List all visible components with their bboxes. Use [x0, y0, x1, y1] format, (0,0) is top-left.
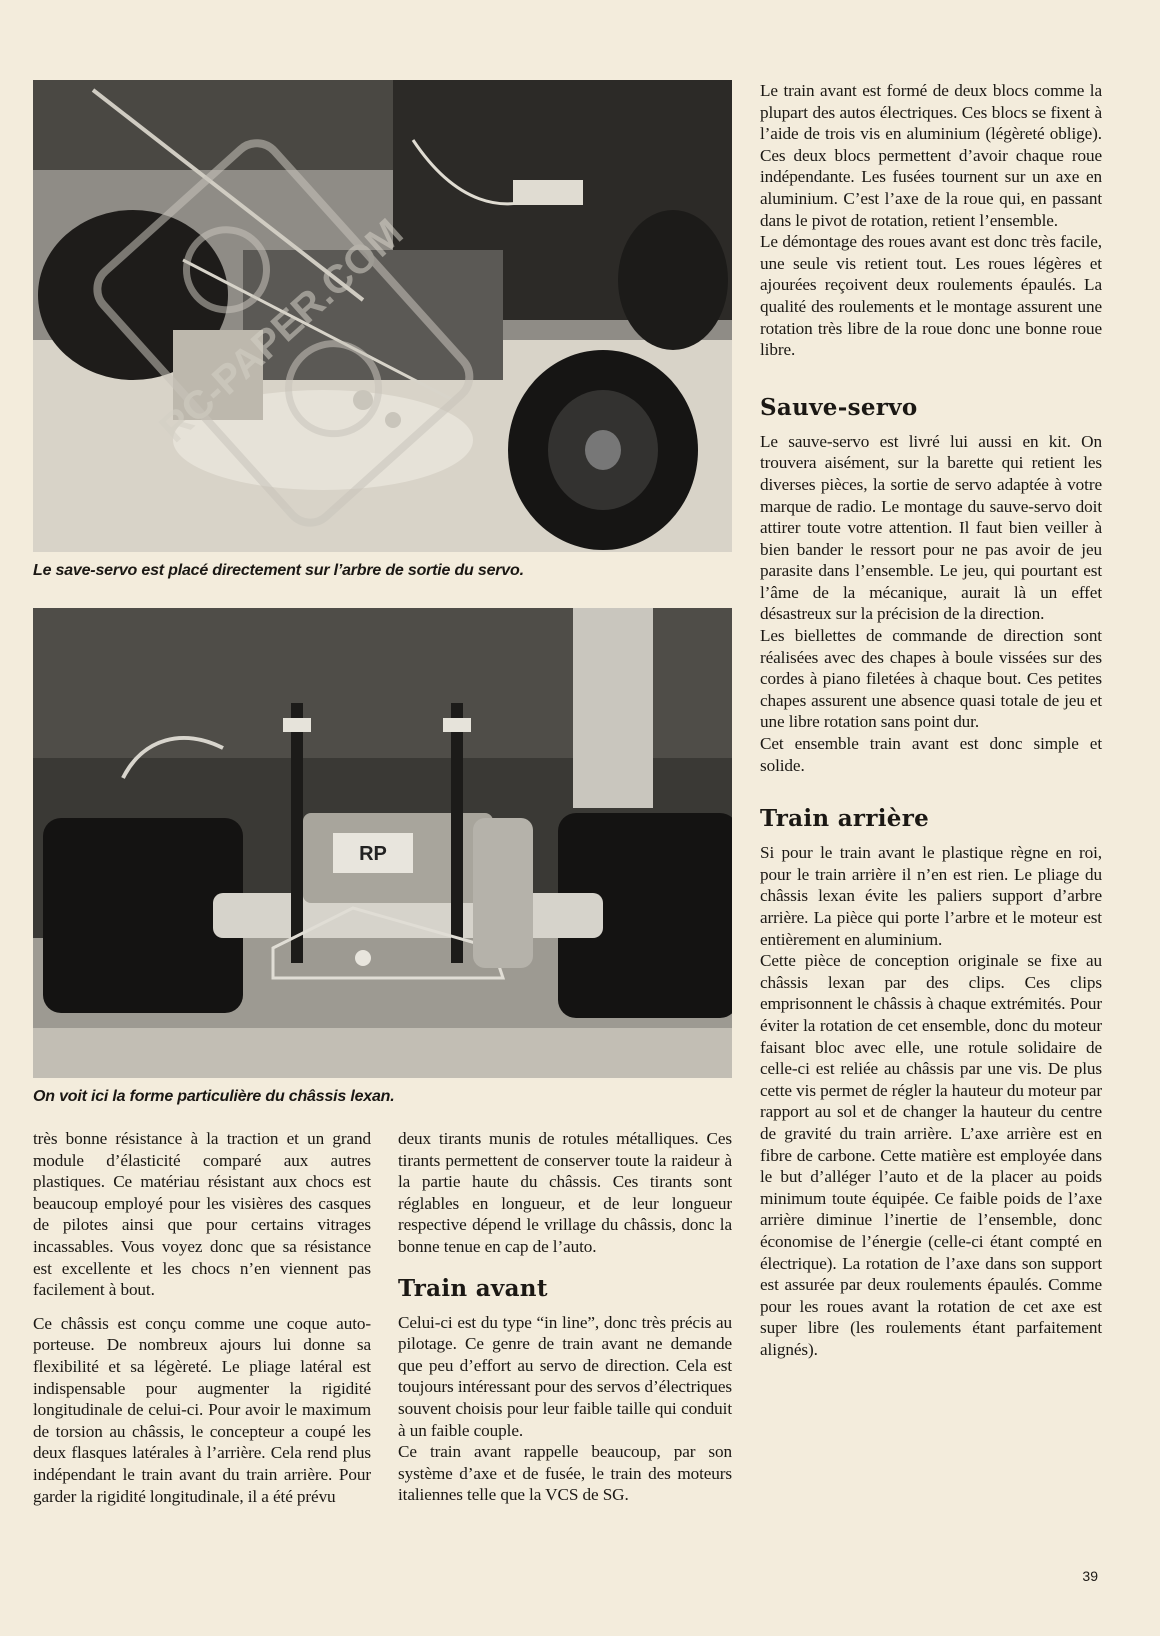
- photo-bottom-illustration: [33, 608, 732, 1078]
- caption-bottom-photo: On voit ici la forme particulière du châssis lexan.: [33, 1088, 395, 1105]
- paragraph-front-blocks: Le train avant est formé de deux blocs comme la plupart des autos électriques. Ces blocs se fixent à l’aide de trois vis en aluminium (légèreté oblige). Ces deux blocs permettent d’avoir chaque roue indépendante. Les fusées tournent sur un axe en aluminium. C’est l’axe de la roue qui, en passant dans le pivot de rotation, retient l’ensemble. Le démontage des roues avant est donc très facile, une seule vis retient tout. Les roues légères et ajourées reçoivent deux roulements épaulés. La qualité des roulements et le montage assurent une rotation très libre de la roue donc une bonne roue libre.: [760, 81, 1102, 360]
- text-column-middle: [398, 1128, 732, 1506]
- heading-sauve-servo: Sauve-servo: [760, 393, 918, 421]
- paragraph-train-arriere: Si pour le train avant le plastique règne en roi, pour le train arrière il n’en est rien. Le pliage du châssis lexan évite les paliers support d’arbre arrière. La pièce qui porte l’arbre et le moteur est entièrement en aluminium. Cette pièce de conception originale se fixe au châssis lexan par des clips. Ces clips emprisonnent le châssis à chaque extrémités. Pour éviter la rotation de cet ensemble, donc du moteur faisant bloc avec elle, une rotule solidaire de celle-ci est reliée au châssis par une vis. De plus cette vis permet de régler la hauteur du moteur par rapport au sol et de changer la hauteur du centre de gravité du train arrière. L’axe arrière est en fibre de carbone. Cette matière est employée dans le but d’alléger l’auto et de la placer au poids minimum toute équipée. Ce faible poids de l’axe arrière diminue l’inertie de l’ensemble, donc économise de l’énergie (celle-ci étant compté en électrique). La rotation de l’axe dans son support est assurée par deux roulements épaulés. Comme pour les roues avant la rotation de cet axe est super libre (les roulements étant parfaitement alignés).: [760, 843, 1102, 1359]
- paragraph-sauve-servo: Le sauve-servo est livré lui aussi en kit. On trouvera aisément, sur la barette qui retient les diverses pièces, la sortie de servo adaptée à votre marque de radio. Le montage du sauve-servo doit attirer toute votre attention. Il faut bien veiller à bien bander le ressort pour ne pas avoir de jeu parasite dans l’ensemble. Le jeu, qui pourtant est l’âme de la mécanique, aurait là un effet désastreux sur la précision de la direction. Les biellettes de commande de direction sont réalisées avec des chapes à boule vissées sur des cordes à piano filetées à chaque bout. Ces petites chapes assurent une absence quasi totale de jeu et une libre rotation sans point dur. Cet ensemble train avant est donc simple et solide.: [760, 431, 1102, 775]
- watermark-text: RC-PAPER.COM: [151, 210, 412, 451]
- caption-top-photo: Le save-servo est placé directement sur l’arbre de sortie du servo.: [33, 562, 524, 579]
- heading-train-avant: Train avant: [398, 1274, 548, 1302]
- paragraph-chassis-material: très bonne résistance à la traction et un grand module d’élasticité comparé aux autres plastiques. Ce matériau résistant aux chocs est beaucoup employé pour les visières des casques de pilotes ainsi que pour certains vitrages incassables. Vous voyez donc que sa résistance est excellente et les chocs n’en viennent pas facilement à bout.: [33, 1129, 371, 1300]
- watermark-stamp: [33, 80, 732, 552]
- text-column-right: [760, 80, 1102, 1360]
- paragraph-train-avant: Celui-ci est du type “in line”, donc très précis au pilotage. Ce genre de train avant ne demande que peu d’effort au servo de direction. Cela est toujours intéressant pour des servos d’électriques souvent choisis pour leur faible taille qui conduit à un faible couple. Ce train avant rappelle beaucoup, par son système d’axe et de fusée, le train des moteurs italiennes telle que la VCS de SG.: [398, 1312, 732, 1505]
- paragraph-chassis-design: Ce châssis est conçu comme une coque auto-porteuse. De nombreux ajours lui donne sa flexibilité et sa légèreté. Le pliage latéral est indispensable pour augmenter la rigidité longitudinale de celui-ci. Pour avoir le maximum de torsion au châssis, le concepteur a coupé les deux flasques latérales à l’arrière. Cela rend plus indépendant le train avant du train arrière. Pour garder la rigidité longitudinale, il a été prévu: [33, 1313, 371, 1506]
- paragraph-tie-rods: deux tirants munis de rotules métalliques. Ces tirants permettent de conserver toute la raideur à la partie haute du châssis. Ces tirants sont réglables en longueur, et de leur longueur respective dépend le vrillage du châssis, donc la bonne tenue en cap de l’auto.: [398, 1129, 732, 1256]
- heading-train-arriere: Train arrière: [760, 805, 930, 833]
- photo-front-axle-servo: [33, 80, 732, 552]
- photo-chassis-rear: [33, 608, 732, 1078]
- text-column-left: [33, 1128, 371, 1507]
- motor-label: RP: [359, 843, 387, 865]
- page-number: 39: [1082, 1568, 1098, 1584]
